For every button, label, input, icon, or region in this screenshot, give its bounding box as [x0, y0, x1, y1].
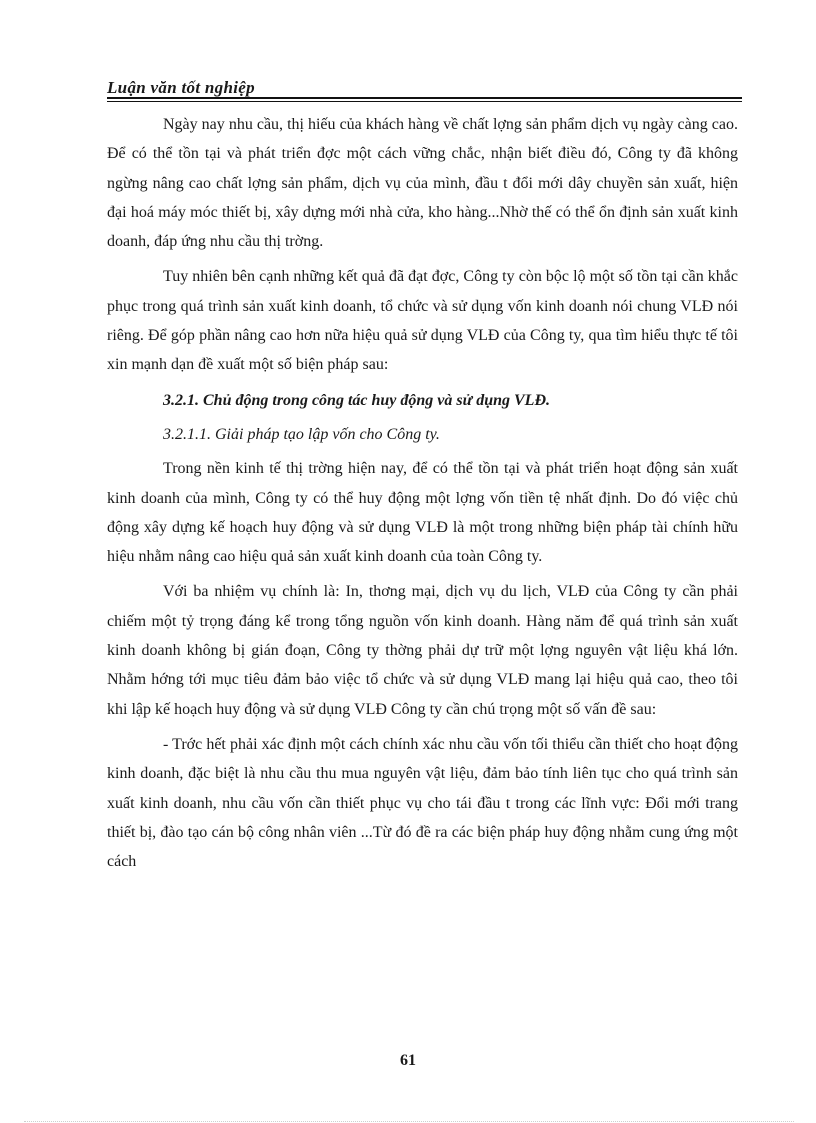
page-body	[107, 110, 738, 882]
section-heading: 3.2.1. Chủ động trong công tác huy động và sử dụng VLĐ.	[163, 391, 550, 409]
body-paragraph: Ngày nay nhu cầu, thị hiếu của khách hàng về chất lợng sản phẩm dịch vụ ngày càng cao. Để có thể tồn tại và phát triển đợc một cách vững chắc, nhận biết điều đó, Công ty đã không ngừng nâng cao chất lợng sản phẩm, dịch vụ của mình, đầu t đổi mới dây chuyền sản xuất, hiện đại hoá máy móc thiết bị, xây dựng mới nhà cửa, kho hàng...Nhờ thế có thể ổn định sản xuất kinh doanh, đáp ứng nhu cầu thị trờng.	[107, 116, 738, 251]
page-bottom-border	[24, 1121, 794, 1122]
body-paragraph: Tuy nhiên bên cạnh những kết quả đã đạt đợc, Công ty còn bộc lộ một số tồn tại cần khắc phục trong quá trình sản xuất kinh doanh, tổ chức và sử dụng vốn kinh doanh nói chung VLĐ nói riêng. Để góp phần nâng cao hơn nữa hiệu quả sử dụng VLĐ của Công ty, qua tìm hiểu thực tế tôi xin mạnh dạn đề xuất một số biện pháp sau:	[107, 268, 738, 374]
subsection-heading: 3.2.1.1. Giải pháp tạo lập vốn cho Công ty.	[163, 425, 440, 443]
body-paragraph: - Trớc hết phải xác định một cách chính xác nhu cầu vốn tối thiểu cần thiết cho hoạt động kinh doanh, đặc biệt là nhu cầu thu mua nguyên vật liệu, đảm bảo tính liên tục cho quá trình sản xuất kinh doanh, nhu cầu vốn cần thiết phục vụ cho tái đầu t trong các lĩnh vực: Đổi mới trang thiết bị, đào tạo cán bộ công nhân viên ...Từ đó đề ra các biện pháp huy động nhằm cung ứng một cách	[107, 735, 738, 871]
page-number: 61	[400, 1052, 416, 1069]
header-rule-thick	[107, 97, 742, 99]
header-rule-thin	[107, 101, 742, 102]
page-header	[107, 78, 742, 104]
header-title: Luận văn tốt nghiệp	[107, 78, 255, 97]
body-paragraph: Trong nền kinh tế thị trờng hiện nay, để có thể tồn tại và phát triển hoạt động sản xuất kinh doanh của mình, Công ty có thể huy động một lợng vốn tiền tệ nhất định. Do đó việc chủ động xây dựng kế hoạch huy động và sử dụng VLĐ là một trong những biện pháp tài chính hữu hiệu nhằm nâng cao hiệu quả sản xuất kinh doanh của toàn Công ty.	[107, 460, 738, 566]
body-paragraph: Với ba nhiệm vụ chính là: In, thơng mại, dịch vụ du lịch, VLĐ của Công ty cần phải chiếm một tỷ trọng đáng kể trong tổng nguồn vốn kinh doanh. Hàng năm để quá trình sản xuất kinh doanh không bị gián đoạn, Công ty thờng phải dự trữ một lợng nguyên vật liệu khá lớn. Nhằm hớng tới mục tiêu đảm bảo việc tổ chức và sử dụng VLĐ mang lại hiệu quả cao, theo tôi khi lập kế hoạch huy động và sử dụng VLĐ Công ty cần chú trọng một số vấn đề sau:	[107, 583, 738, 718]
